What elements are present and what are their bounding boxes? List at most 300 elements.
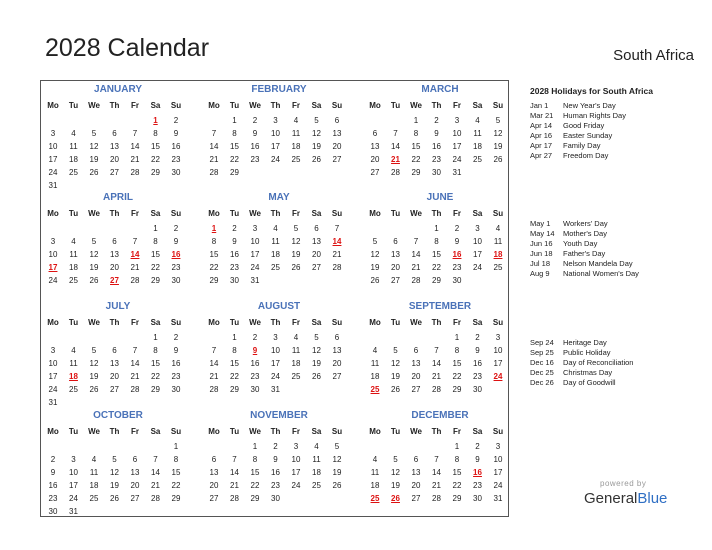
holiday-item [530,111,626,120]
holiday-item [530,368,612,377]
day-cell: 9 [252,129,258,138]
holiday-name: Workers' Day [563,219,608,228]
day-cell: 5 [334,442,340,451]
brand-logo[interactable] [584,490,667,507]
day-cell: 24 [493,481,503,490]
month-july [43,298,193,406]
day-cell: 29 [171,494,181,503]
day-cell: 26 [332,481,342,490]
holiday-item [530,249,605,258]
day-cell: 21 [432,372,441,381]
holiday-name: Day of Goodwill [563,378,616,387]
day-cell: 9 [173,129,179,138]
weekday-header: Fr [453,209,461,218]
day-cell: 14 [130,359,140,368]
day-cell: 23 [271,481,280,490]
day-cell: 13 [312,237,321,246]
day-cell: 28 [391,168,400,177]
day-cell: 2 [173,224,179,233]
day-cell: 18 [370,481,380,490]
day-cell: 26 [89,168,99,177]
weekday-header: Tu [390,318,401,327]
day-cell: 16 [250,142,260,151]
day-cell: 17 [291,468,301,477]
day-cell: 24 [48,385,58,394]
weekday-header: Mo [369,318,381,327]
day-cell: 24 [452,155,462,164]
day-cell: 1 [232,116,237,125]
day-cell: 22 [452,481,462,490]
day-cell: 22 [230,372,239,381]
day-cell: 21 [332,250,342,259]
day-cell: 19 [391,372,400,381]
day-cell: 18 [473,142,482,151]
day-cell: 12 [312,129,321,138]
weekday-header: Su [170,427,182,436]
day-cell: 5 [314,116,319,125]
day-cell: 28 [151,494,160,503]
holiday-name: Heritage Day [563,338,607,347]
day-cell: 26 [370,276,380,285]
weekday-header: Tu [68,101,79,110]
day-cell: 29 [250,494,260,503]
holiday-day-cell: 16 [171,250,181,259]
month-february [204,81,354,189]
day-cell: 19 [332,468,342,477]
day-cell: 11 [473,129,482,138]
weekday-header: Tu [229,318,240,327]
weekday-header: Fr [453,318,461,327]
weekday-header: Tu [229,101,240,110]
day-cell: 28 [130,276,140,285]
holiday-date: Apr 17 [530,141,553,150]
holiday-day-cell: 18 [69,372,78,381]
day-cell: 2 [173,333,179,342]
day-cell: 10 [48,359,58,368]
holiday-day-cell: 16 [452,250,462,259]
day-cell: 5 [91,237,97,246]
day-cell: 3 [252,224,258,233]
holiday-day-cell: 1 [211,224,217,233]
weekday-header: We [410,101,422,110]
month-september [365,298,515,406]
day-cell: 3 [293,442,299,451]
weekday-header: Su [170,101,182,110]
day-cell: 7 [434,455,439,464]
day-cell: 2 [273,442,278,451]
day-cell: 24 [48,168,58,177]
day-cell: 1 [252,442,258,451]
day-cell: 4 [91,455,97,464]
day-cell: 7 [232,455,237,464]
day-cell: 6 [334,333,340,342]
weekday-header: Th [270,101,281,110]
day-cell: 24 [271,155,280,164]
day-cell: 29 [151,168,160,177]
day-cell: 20 [110,263,119,272]
weekday-header: Fr [292,209,300,218]
day-cell: 6 [372,129,378,138]
day-cell: 2 [232,224,237,233]
day-cell: 18 [89,481,99,490]
day-cell: 25 [89,494,99,503]
day-cell: 22 [209,263,219,272]
day-cell: 23 [473,481,482,490]
day-cell: 29 [230,168,239,177]
day-cell: 3 [495,333,501,342]
day-cell: 17 [493,468,503,477]
day-cell: 28 [332,263,342,272]
day-cell: 15 [151,142,160,151]
day-cell: 16 [271,468,280,477]
day-cell: 19 [312,142,321,151]
day-cell: 9 [434,129,439,138]
day-cell: 16 [473,359,482,368]
day-cell: 26 [110,494,119,503]
weekday-header: Sa [311,209,322,218]
weekday-header: We [249,318,261,327]
holiday-day-cell: 25 [370,385,380,394]
month-name: JULY [105,301,131,312]
day-cell: 5 [314,333,319,342]
day-cell: 31 [452,168,462,177]
weekday-header: Fr [131,209,139,218]
holiday-item [530,378,616,387]
day-cell: 20 [332,142,342,151]
weekday-header: Tu [390,209,401,218]
day-cell: 27 [110,385,119,394]
day-cell: 20 [209,481,219,490]
weekday-header: Tu [390,101,401,110]
weekday-header: Sa [150,209,161,218]
day-cell: 16 [48,481,58,490]
day-cell: 20 [411,372,421,381]
weekday-header: Mo [369,209,381,218]
day-cell: 16 [432,142,441,151]
day-cell: 27 [411,385,421,394]
day-cell: 27 [110,168,119,177]
day-cell: 14 [432,359,441,368]
weekday-header: Mo [208,209,220,218]
day-cell: 15 [230,359,239,368]
day-cell: 19 [110,481,119,490]
day-cell: 19 [291,250,301,259]
weekday-header: Su [492,101,504,110]
day-cell: 11 [291,346,301,355]
day-cell: 6 [132,455,138,464]
day-cell: 15 [432,250,441,259]
weekday-header: Mo [47,209,59,218]
day-cell: 6 [413,455,419,464]
day-cell: 18 [69,263,78,272]
weekday-header: Mo [208,101,220,110]
holiday-item [530,121,604,130]
holiday-day-cell: 1 [153,116,158,125]
holiday-name: Human Rights Day [563,111,626,120]
day-cell: 24 [250,263,260,272]
day-cell: 2 [252,116,258,125]
weekday-header: Su [331,101,343,110]
holiday-name: Youth Day [563,239,598,248]
day-cell: 20 [370,155,380,164]
day-cell: 25 [312,481,321,490]
day-cell: 28 [432,385,441,394]
day-cell: 7 [211,129,217,138]
month-march [365,81,515,189]
day-cell: 4 [314,442,319,451]
day-cell: 21 [130,372,140,381]
day-cell: 30 [171,168,181,177]
holiday-date: Sep 25 [530,348,554,357]
day-cell: 15 [171,468,181,477]
holiday-name: Christmas Day [563,368,613,377]
weekday-header: Su [170,318,182,327]
day-cell: 13 [391,250,400,259]
weekday-header: Tu [68,427,79,436]
day-cell: 8 [153,346,158,355]
weekday-header: Th [109,318,120,327]
day-cell: 29 [452,385,462,394]
weekday-header: Mo [208,427,220,436]
weekday-header: Mo [47,427,59,436]
day-cell: 13 [411,359,421,368]
day-cell: 11 [89,468,99,477]
weekday-header: We [410,209,422,218]
day-cell: 20 [312,250,321,259]
day-cell: 20 [411,481,421,490]
day-cell: 6 [112,237,117,246]
calendar-grid [40,80,509,517]
holiday-date: Apr 16 [530,131,553,140]
day-cell: 3 [71,455,76,464]
holiday-day-cell: 17 [48,263,58,272]
weekday-header: We [249,101,261,110]
day-cell: 29 [452,494,462,503]
day-cell: 9 [475,455,480,464]
day-cell: 16 [230,250,239,259]
day-cell: 7 [393,129,398,138]
day-cell: 17 [452,142,462,151]
day-cell: 27 [312,263,321,272]
day-cell: 4 [372,346,378,355]
holiday-item [530,151,608,160]
day-cell: 30 [171,276,181,285]
day-cell: 28 [130,168,140,177]
holiday-day-cell: 14 [130,250,140,259]
weekday-header: Sa [311,318,322,327]
holiday-day-cell: 14 [332,237,342,246]
day-cell: 24 [473,263,482,272]
weekday-header: Sa [150,427,161,436]
holiday-name: Freedom Day [563,151,609,160]
day-cell: 22 [151,155,160,164]
day-cell: 23 [250,155,260,164]
weekday-header: Mo [369,101,381,110]
day-cell: 30 [230,276,239,285]
month-june [365,189,515,297]
day-cell: 15 [452,468,462,477]
day-cell: 14 [130,142,140,151]
day-cell: 4 [273,224,278,233]
day-cell: 26 [312,155,321,164]
day-cell: 2 [475,333,480,342]
day-cell: 23 [171,263,181,272]
holiday-day-cell: 26 [391,494,400,503]
month-name: MAY [268,192,290,203]
day-cell: 18 [69,155,78,164]
day-cell: 13 [130,468,140,477]
day-cell: 31 [493,494,503,503]
holiday-name: Father's Day [563,249,606,258]
day-cell: 13 [411,468,421,477]
day-cell: 10 [250,237,260,246]
day-cell: 12 [312,346,321,355]
weekday-header: Fr [453,101,461,110]
day-cell: 16 [250,359,260,368]
day-cell: 12 [493,129,503,138]
day-cell: 2 [454,224,460,233]
weekday-header: We [249,427,261,436]
day-cell: 8 [413,129,419,138]
day-cell: 6 [314,224,319,233]
day-cell: 15 [151,359,160,368]
day-cell: 29 [151,385,160,394]
weekday-header: Fr [292,101,300,110]
day-cell: 25 [69,168,78,177]
day-cell: 25 [291,155,301,164]
day-cell: 20 [332,359,342,368]
day-cell: 8 [153,129,158,138]
day-cell: 3 [273,116,278,125]
day-cell: 27 [332,372,342,381]
day-cell: 8 [454,346,460,355]
day-cell: 22 [171,481,181,490]
weekday-header: Th [431,101,442,110]
day-cell: 23 [452,263,462,272]
day-cell: 3 [50,346,56,355]
holiday-item [530,219,608,228]
day-cell: 25 [69,385,78,394]
holiday-date: Jan 1 [530,101,549,110]
day-cell: 19 [89,155,99,164]
day-cell: 7 [334,224,340,233]
day-cell: 22 [230,155,239,164]
day-cell: 11 [291,129,301,138]
day-cell: 26 [89,276,99,285]
day-cell: 17 [250,250,260,259]
month-january [43,81,193,189]
day-cell: 7 [434,346,439,355]
holiday-name: Easter Sunday [563,131,613,140]
weekday-header: Su [331,209,343,218]
holiday-item [530,101,616,110]
brand-name-part1: General [584,490,638,507]
day-cell: 10 [271,129,280,138]
day-cell: 1 [153,224,158,233]
day-cell: 25 [69,276,78,285]
day-cell: 30 [171,385,181,394]
day-cell: 23 [171,372,181,381]
holiday-item [530,229,607,238]
month-name: OCTOBER [93,410,143,421]
day-cell: 4 [293,333,299,342]
day-cell: 14 [230,468,239,477]
holiday-date: Apr 14 [530,121,553,130]
month-name: APRIL [103,192,133,203]
weekday-header: Th [431,209,442,218]
day-cell: 14 [411,250,421,259]
weekday-header: Su [492,318,504,327]
day-cell: 7 [132,346,138,355]
holiday-item [530,358,633,367]
day-cell: 22 [432,263,441,272]
month-name: DECEMBER [411,410,469,421]
day-cell: 11 [493,237,503,246]
holiday-item [530,338,607,347]
day-cell: 17 [48,155,58,164]
weekday-header: Sa [150,101,161,110]
day-cell: 18 [271,250,280,259]
brand-name-part2: Blue [637,490,668,507]
day-cell: 10 [493,346,503,355]
day-cell: 6 [413,346,419,355]
day-cell: 4 [293,116,299,125]
holiday-item [530,131,612,140]
powered-by-label: powered by [600,479,647,488]
day-cell: 11 [312,455,321,464]
day-cell: 7 [211,346,217,355]
day-cell: 20 [130,481,140,490]
day-cell: 18 [291,142,301,151]
day-cell: 7 [132,129,138,138]
weekday-header: Sa [311,427,322,436]
day-cell: 13 [110,359,119,368]
day-cell: 24 [291,481,301,490]
day-cell: 12 [391,468,400,477]
day-cell: 28 [230,494,239,503]
weekday-header: Sa [311,101,322,110]
day-cell: 17 [473,250,482,259]
day-cell: 13 [332,129,342,138]
holiday-item [530,269,639,278]
holiday-name: Public Holiday [563,348,611,357]
weekday-header: Su [492,427,504,436]
day-cell: 22 [250,481,260,490]
day-cell: 13 [110,142,119,151]
month-august [204,298,354,406]
holiday-name: Family Day [563,141,601,150]
day-cell: 22 [151,263,160,272]
day-cell: 19 [89,372,99,381]
day-cell: 19 [312,359,321,368]
day-cell: 30 [250,385,260,394]
day-cell: 17 [69,481,78,490]
month-name: FEBRUARY [251,84,307,95]
weekday-header: Th [270,209,281,218]
day-cell: 23 [230,263,239,272]
day-cell: 27 [411,494,421,503]
day-cell: 17 [48,372,58,381]
holiday-name: New Year's Day [563,101,616,110]
day-cell: 4 [71,237,76,246]
day-cell: 21 [411,263,421,272]
day-cell: 2 [434,116,439,125]
weekday-header: Th [109,101,120,110]
day-cell: 29 [151,276,160,285]
holiday-day-cell: 21 [391,155,400,164]
day-cell: 20 [391,263,400,272]
day-cell: 1 [454,442,460,451]
